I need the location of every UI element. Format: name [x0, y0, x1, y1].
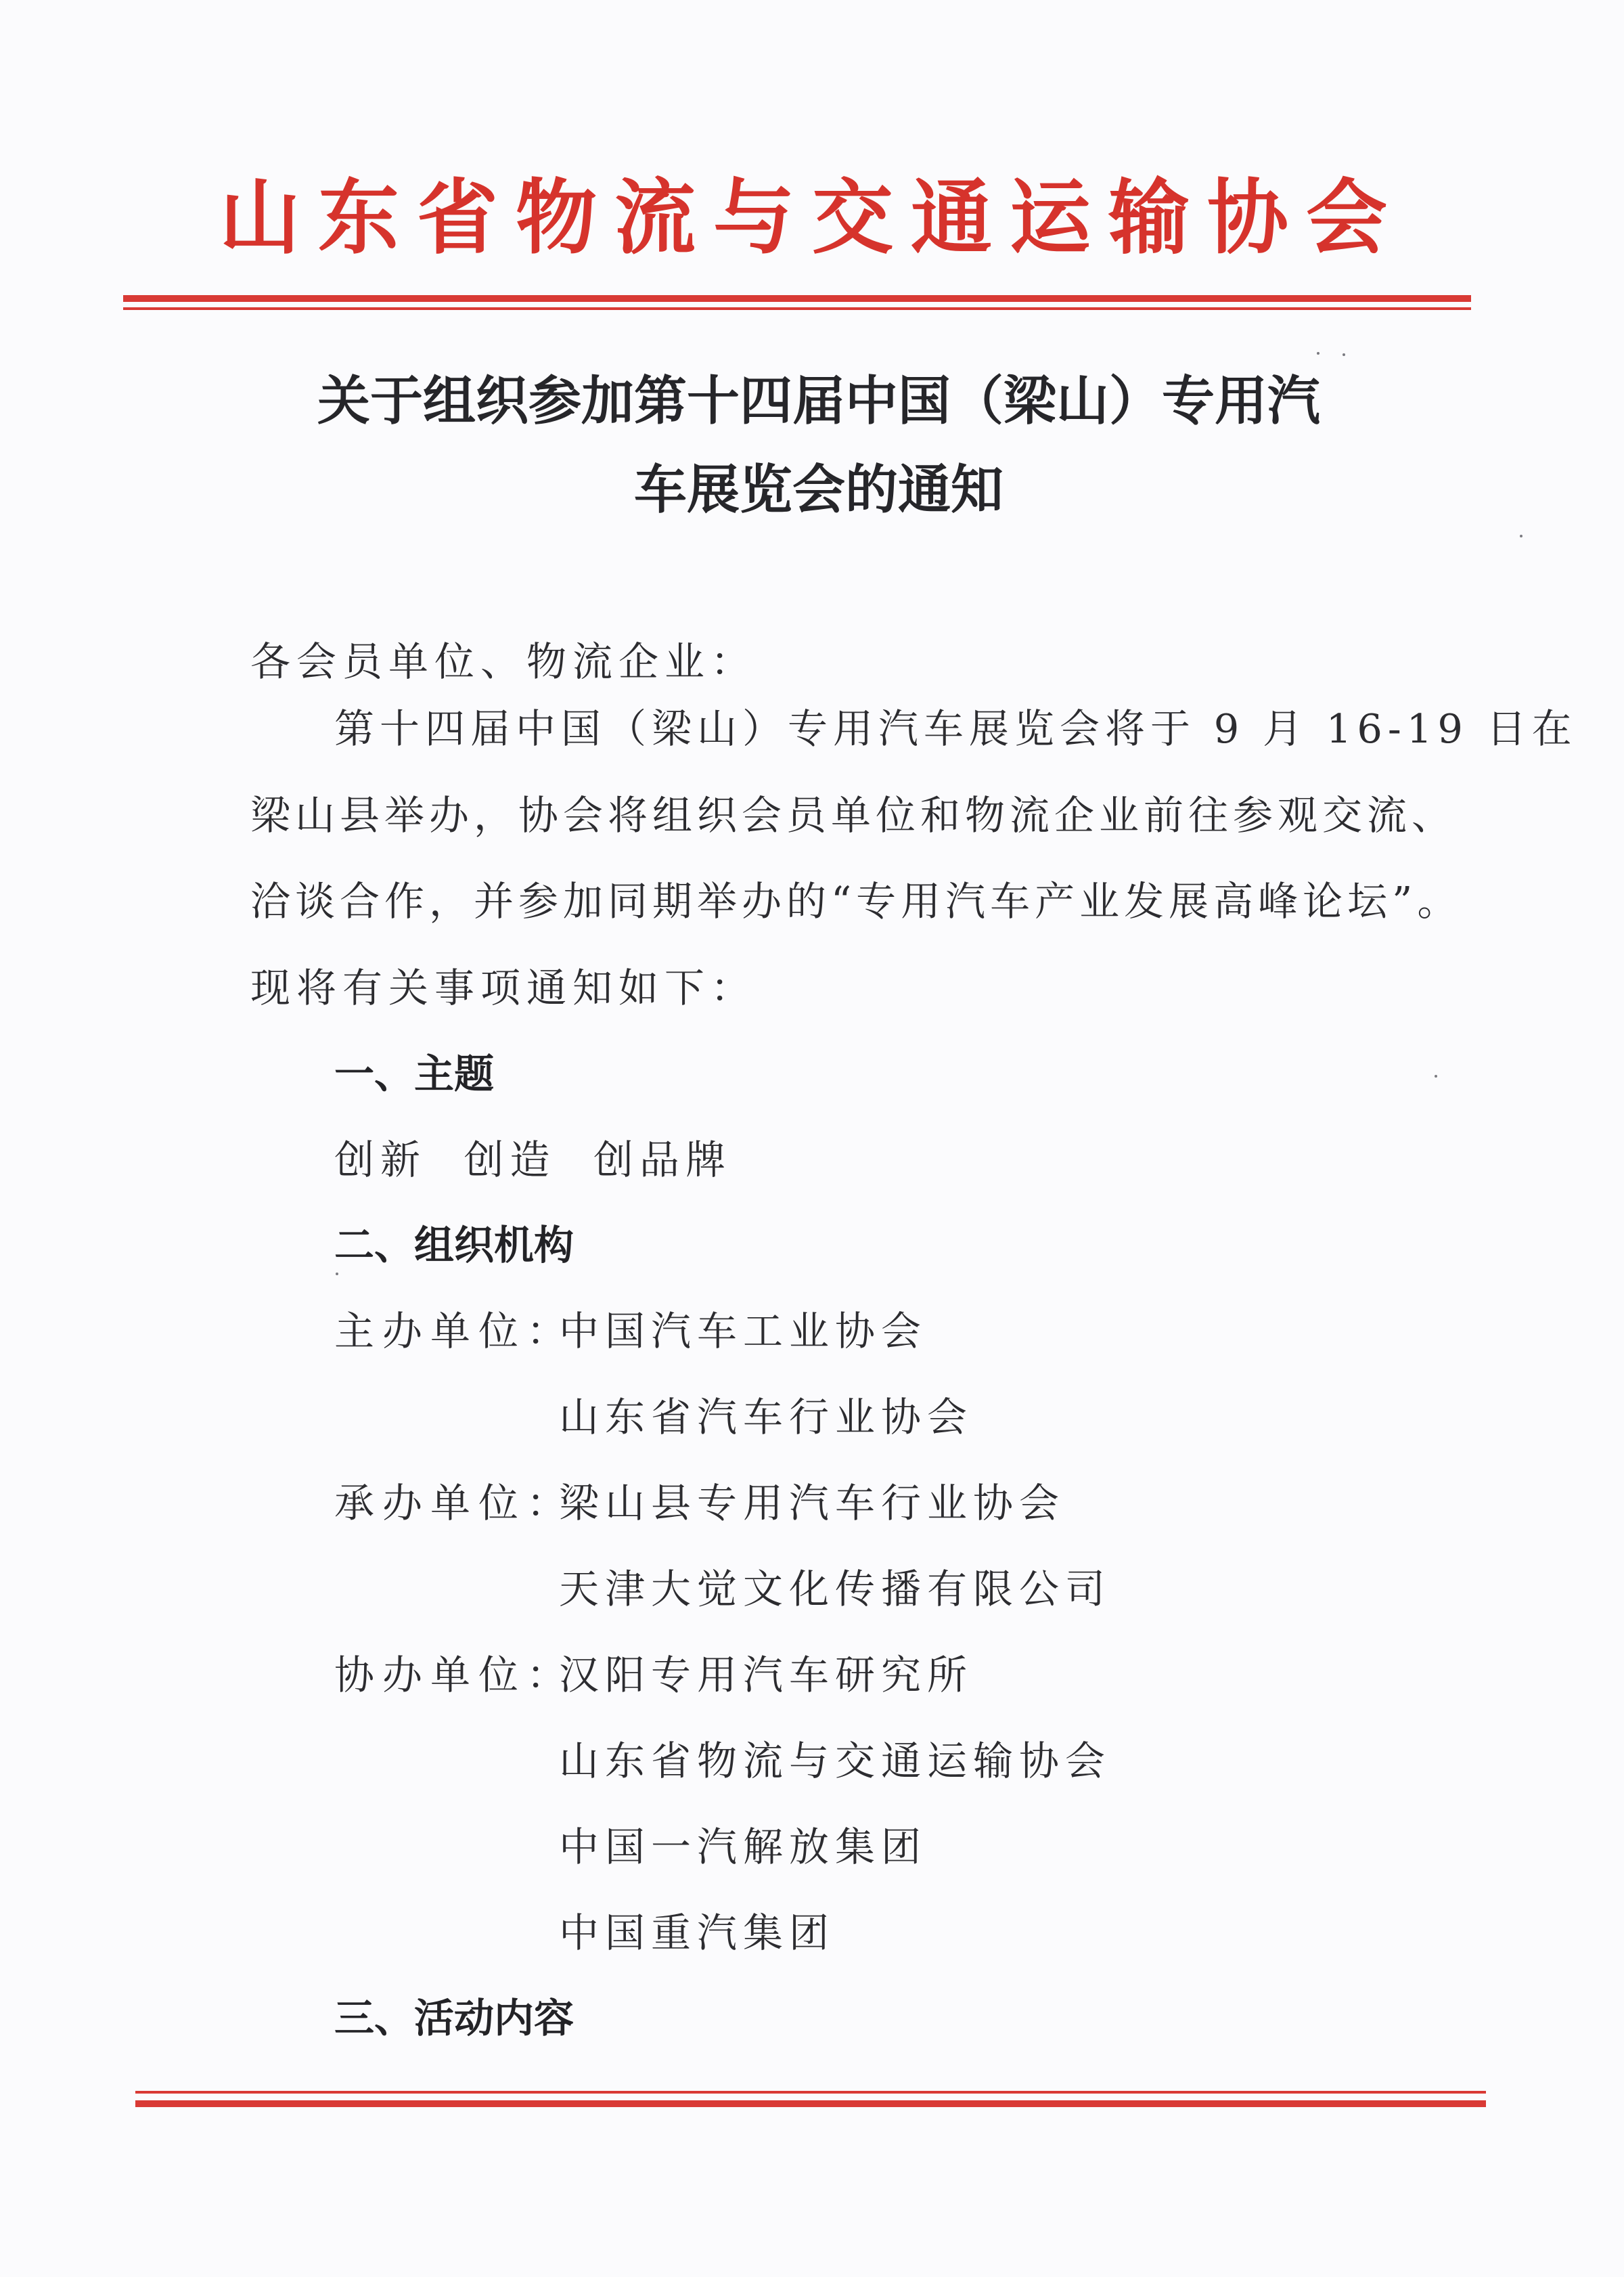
scan-speck: [1343, 353, 1345, 356]
organizer-label: 承办单位：: [334, 1480, 575, 1526]
letterhead-rule-thick: [123, 295, 1471, 302]
footer-rule-thin: [135, 2091, 1486, 2094]
co-organizer-unit: 山东省物流与交通运输协会: [559, 1738, 1112, 1784]
paragraph-line-4: 现将有关事项通知如下：: [250, 965, 757, 1011]
paragraph-line-1: 第十四届中国（梁山）专用汽车展览会将于 9 月 16-19 日在: [334, 705, 1577, 752]
section-theme-heading: 一、主题: [334, 1051, 495, 1097]
host-unit: 中国汽车工业协会: [559, 1308, 928, 1354]
paragraph-line-3: 洽谈合作，并参加同期举办的“专用汽车产业发展高峰论坛”。: [250, 878, 1462, 925]
section-organization-heading: 二、组织机构: [334, 1222, 574, 1268]
salutation: 各会员单位、物流企业：: [250, 638, 757, 685]
organizer-unit: 梁山县专用汽车行业协会: [559, 1480, 1066, 1526]
section-theme-content: 创新 创造 创品牌: [334, 1136, 732, 1183]
co-organizer-unit: 中国重汽集团: [559, 1909, 836, 1956]
scan-speck: [1317, 352, 1320, 355]
document-title-line-1: 关于组织参加第十四届中国（梁山）专用汽: [317, 371, 1320, 432]
host-label: 主办单位：: [334, 1308, 575, 1354]
paragraph-line-2: 梁山县举办，协会将组织会员单位和物流企业前往参观交流、: [250, 792, 1457, 839]
letterhead-org-name: 山东省物流与交通运输协会: [219, 170, 1405, 265]
co-organizer-unit: 中国一汽解放集团: [559, 1823, 928, 1870]
co-organizer-unit: 汉阳专用汽车研究所: [559, 1652, 974, 1698]
document-title-line-2: 车展览会的通知: [633, 460, 1003, 521]
scan-speck: [336, 1273, 338, 1275]
co-organizer-label: 协办单位：: [334, 1652, 575, 1698]
scan-speck: [1435, 1075, 1437, 1078]
letterhead-rule-thin: [123, 307, 1471, 310]
host-unit: 山东省汽车行业协会: [559, 1394, 974, 1440]
organizer-unit: 天津大觉文化传播有限公司: [559, 1566, 1112, 1612]
section-activities-heading: 三、活动内容: [334, 1995, 574, 2041]
scan-speck: [1520, 535, 1522, 537]
footer-rule-thick: [135, 2100, 1486, 2107]
